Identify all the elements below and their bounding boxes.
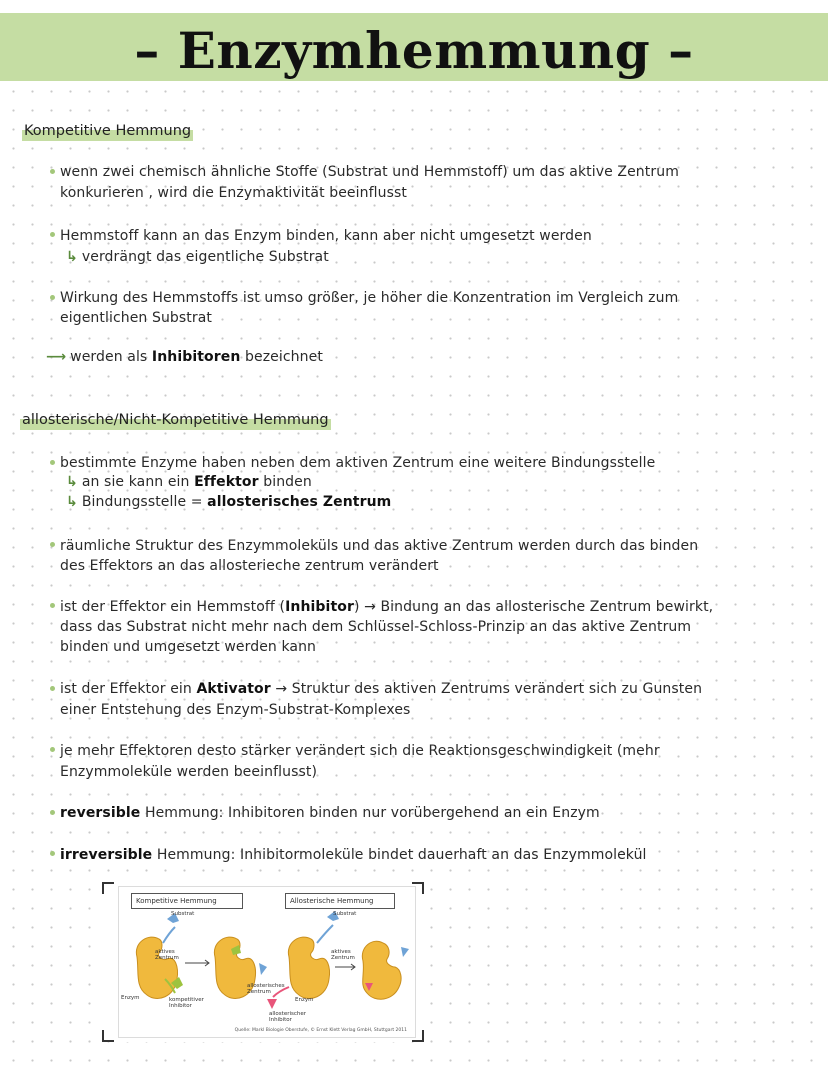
text-line: je mehr Effektoren desto stärker verändert sich die Reaktionsgeschwindigkeit (mehr (60, 743, 660, 759)
text-line: räumliche Struktur des Enzymmoleküls und das aktive Zentrum werden durch das binden (60, 538, 699, 554)
text-line: ist der Effektor ein Hemmstoff (Inhibitor) → Bindung an das allosterische Zentrum bewirkt, (60, 599, 714, 615)
label-aktives-zentrum: aktives Zentrum (331, 949, 355, 961)
figure-source: Quelle: Markl Biologie Oberstufe, © Ernst Klett Verlag GmbH, Stuttgart 2011 (234, 1028, 407, 1033)
bullet-dot (50, 603, 55, 608)
allosteric-inhibitor-shape (267, 999, 277, 1009)
text-line: wenn zwei chemisch ähnliche Stoffe (Substrat und Hemmstoff) um das aktive Zentrum (60, 164, 679, 180)
text-line: irreversible Hemmung: Inhibitormoleküle bindet dauerhaft an das Enzymmolekül (60, 847, 647, 863)
label-aktives-zentrum: aktives Zentrum (155, 949, 179, 961)
crop-corner (102, 882, 114, 894)
figure-panel (118, 886, 416, 1038)
section-heading-kompetitive: Kompetitive Hemmung (24, 123, 192, 139)
bullet-dot (50, 542, 55, 547)
text-line: ist der Effektor ein Aktivator → Struktur des aktiven Zentrums verändert sich zu Gunsten (60, 681, 703, 697)
bullet-dot (50, 851, 55, 856)
enzyme-shape (136, 937, 177, 998)
enzyme-shape (288, 937, 329, 998)
text-line: Enzymmoleküle werden beeinflusst) (60, 764, 318, 780)
section-heading-allosterische: allosterische/Nicht-Kompetitive Hemmung (22, 412, 329, 428)
label-kompetitiver-inhibitor: kompetitiver Inhibitor (169, 997, 204, 1009)
sub-arrow-icon: ↳ (66, 249, 78, 265)
text-line: binden und umgesetzt werden kann (60, 639, 317, 655)
text-line: reversible Hemmung: Inhibitoren binden nur vorübergehend an ein Enzym (60, 805, 600, 821)
bullet-dot (50, 295, 55, 300)
label-substrat: Substrat (333, 911, 357, 917)
text-line: einer Entstehung des Enzym-Substrat-Komplexes (60, 702, 411, 718)
pointer-arrow (163, 927, 175, 943)
bullet-dot (50, 232, 55, 237)
label-allosterischer-inhibitor: allosterischer Inhibitor (269, 1011, 307, 1023)
bullet-dot (50, 169, 55, 174)
enzyme-diagram (119, 887, 415, 1037)
sub-point: ↳ Bindungsstelle = allosterisches Zentrum (66, 494, 392, 510)
text-line: bestimmte Enzyme haben neben dem aktiven Zentrum eine weitere Bindungsstelle (60, 455, 656, 471)
label-enzym: Enzym (121, 995, 140, 1001)
title-band (0, 13, 828, 81)
figure-label-allosterisch: Allosterische Hemmung (285, 893, 395, 909)
crop-corner (102, 1030, 114, 1042)
sub-point: ↳ an sie kann ein Effektor binden (66, 474, 312, 490)
label-allosterisches-zentrum: allosterisches Zentrum (247, 983, 285, 995)
pointer-arrow (317, 925, 333, 943)
sub-arrow-icon: ↳ (66, 474, 78, 490)
text-line: Wirkung des Hemmstoffs ist umso größer, je höher die Konzentration im Vergleich zum (60, 290, 679, 306)
label-enzym: Enzym (295, 997, 314, 1003)
text-line: dass das Substrat nicht mehr nach dem Schlüssel-Schloss-Prinzip an das aktive Zentrum (60, 619, 692, 635)
reaction-arrow (185, 960, 209, 966)
sub-point: ↳ verdrängt das eigentliche Substrat (66, 249, 329, 265)
enzyme-shape (362, 941, 401, 999)
text-line: eigentlichen Substrat (60, 310, 213, 326)
bullet-dot (50, 810, 55, 815)
conclusion-line: ⟶ werden als Inhibitoren bezeichnet (46, 349, 323, 365)
text-line: Hemmstoff kann an das Enzym binden, kann aber nicht umgesetzt werden (60, 228, 592, 244)
enzyme-inhibition-figure (102, 882, 424, 1042)
blocked-substrate-shape (259, 963, 267, 975)
blocked-substrate-shape (401, 947, 409, 957)
page-title: – Enzymhemmung – (134, 21, 694, 80)
text-line: des Effektors an das allosterieche zentrum verändert (60, 558, 439, 574)
bullet-dot (50, 686, 55, 691)
text-line: konkurieren , wird die Enzymaktivität beeinflusst (60, 185, 407, 201)
bullet-dot (50, 747, 55, 752)
bullet-dot (50, 460, 55, 465)
label-substrat: Substrat (171, 911, 195, 917)
figure-label-kompetitiv: Kompetitive Hemmung (131, 893, 243, 909)
sub-arrow-icon: ↳ (66, 494, 78, 510)
right-arrow-icon: ⟶ (46, 349, 67, 365)
reaction-arrow (335, 964, 355, 970)
